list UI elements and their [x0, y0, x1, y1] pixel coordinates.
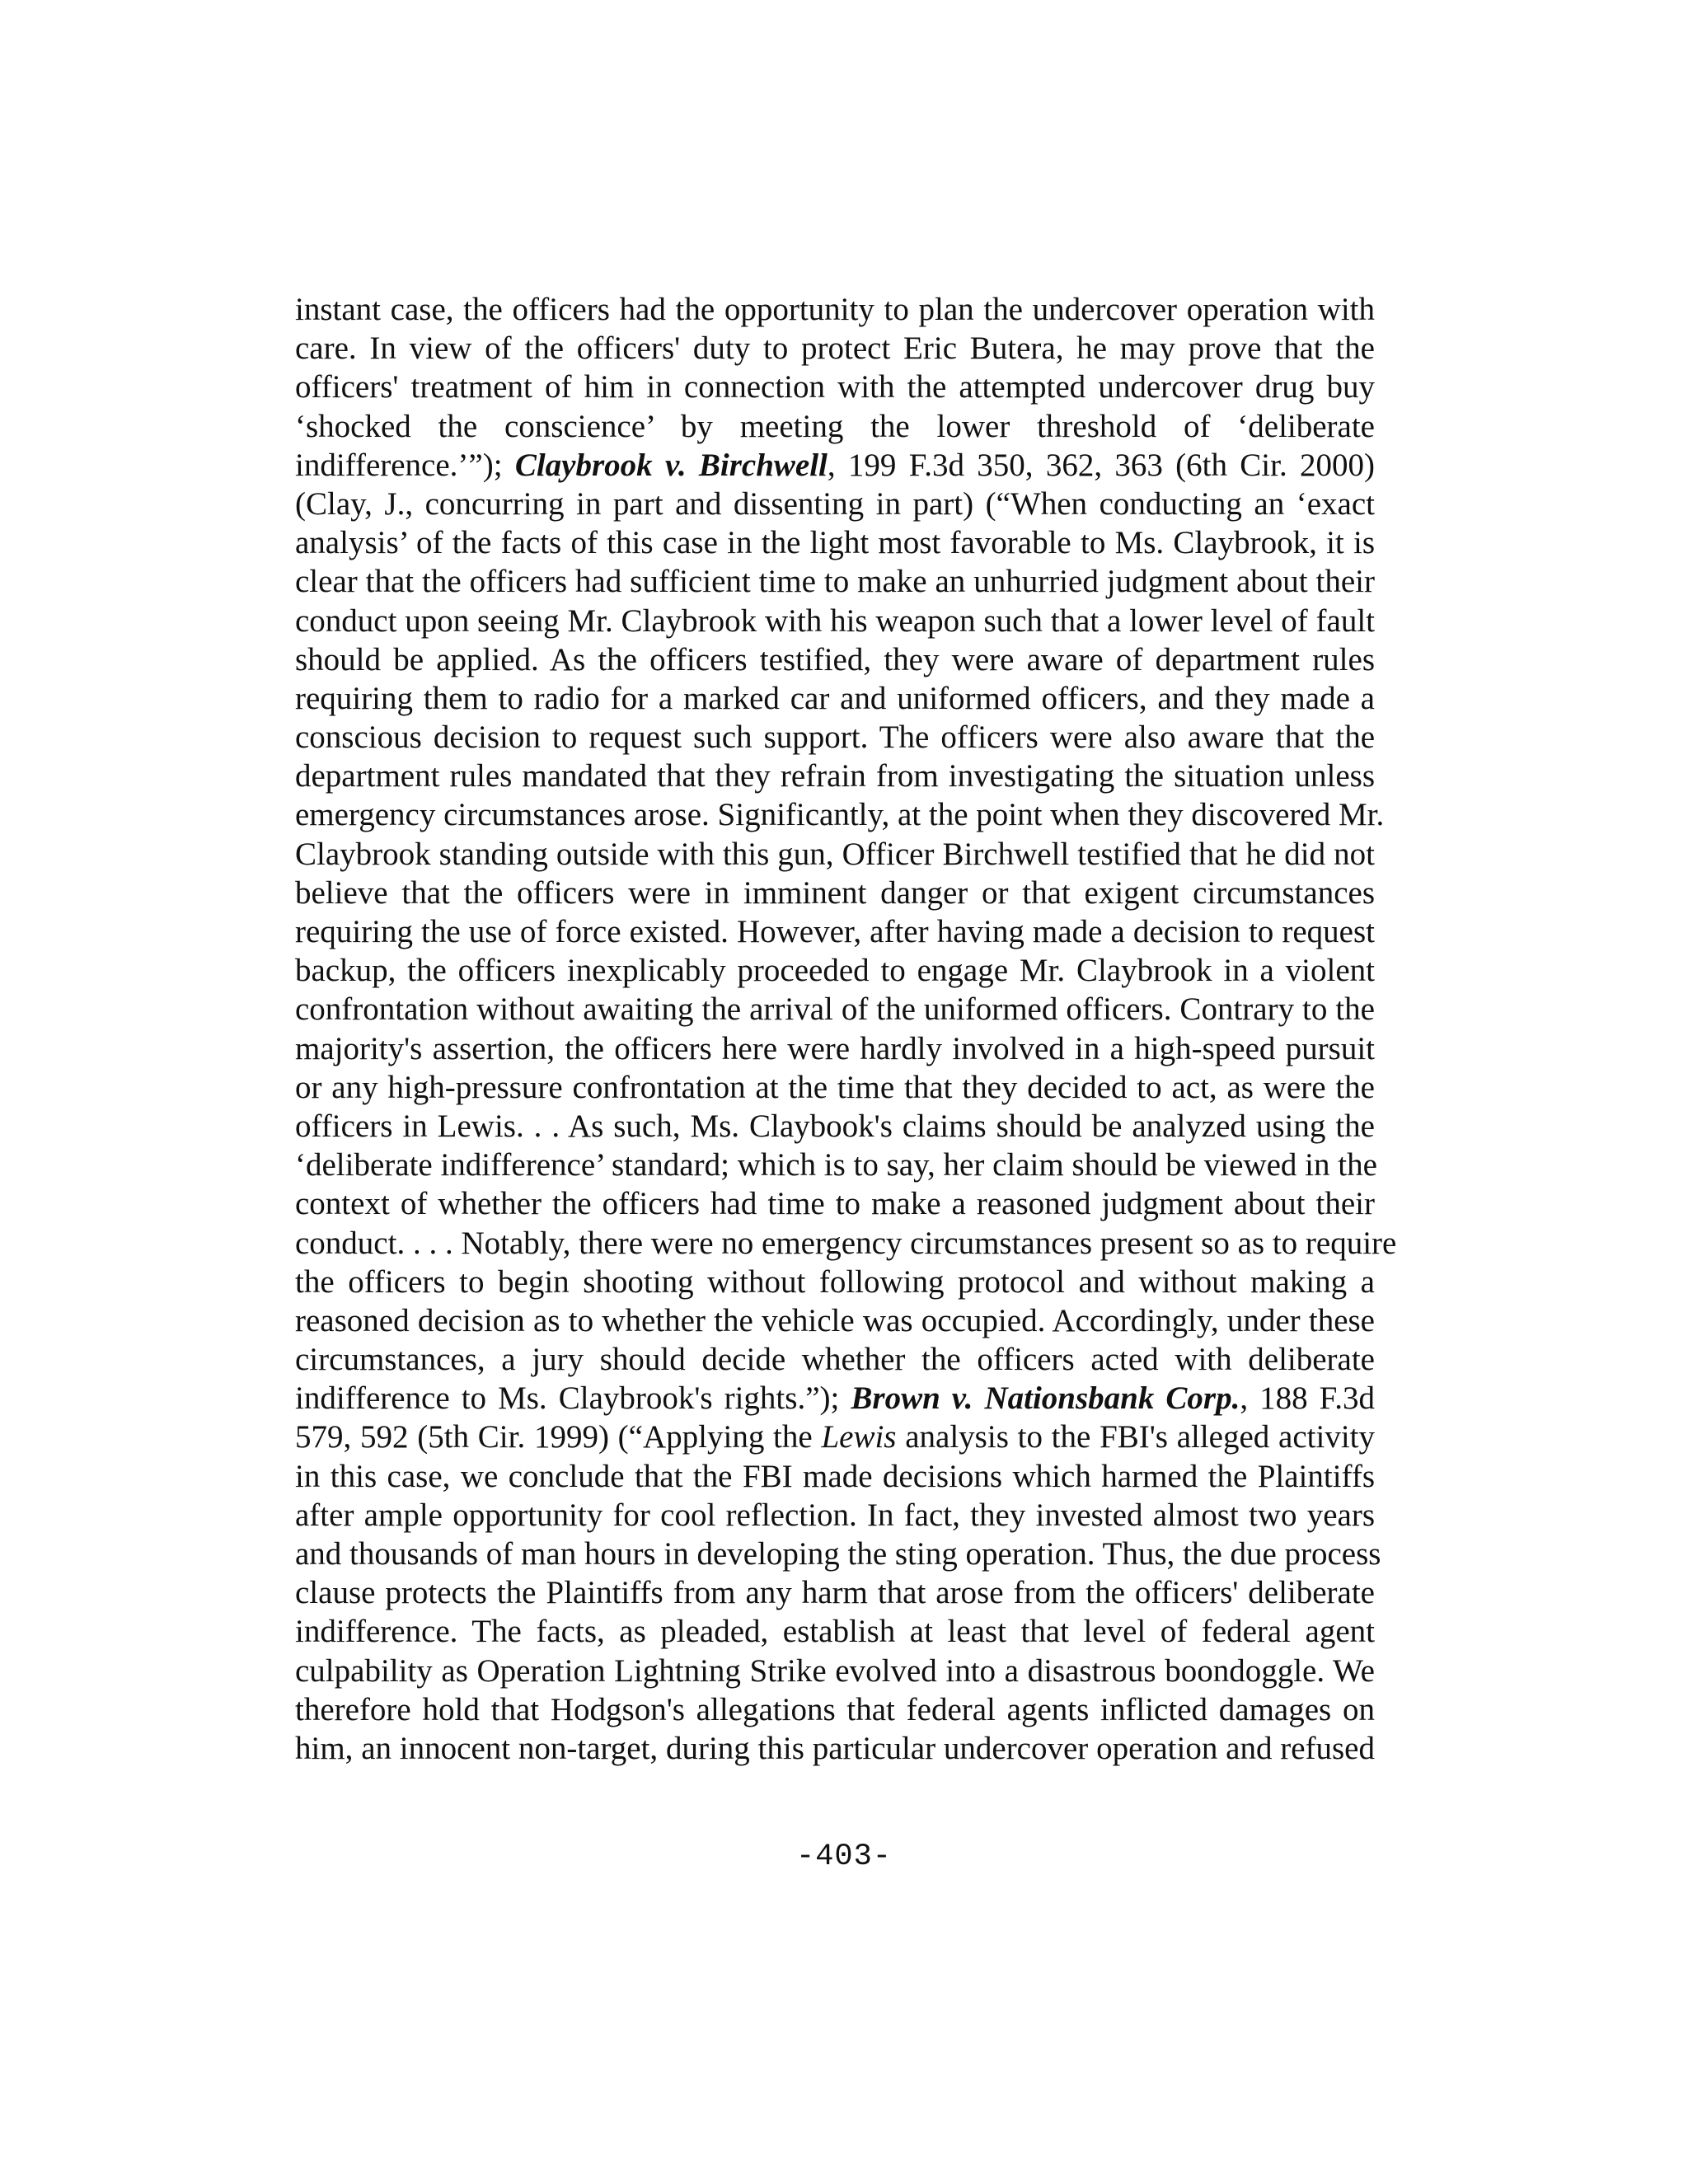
text-line [295, 1379, 1375, 1418]
text-line: clear that the officers had sufficient time to make an unhurried judgment about their [295, 564, 1375, 600]
text-line: therefore hold that Hodgson's allegations that federal agents inflicted damages on [295, 1691, 1375, 1727]
text-line: reasoned decision as to whether the vehicle was occupied. Accordingly, under these [295, 1302, 1375, 1338]
text-line: the officers to begin shooting without following protocol and without making a [295, 1263, 1375, 1300]
text-line: clause protects the Plaintiffs from any harm that arose from the officers' deliberate [295, 1575, 1375, 1611]
line-text: analysis to the FBI's alleged activity [896, 1419, 1375, 1455]
text-line: believe that the officers were in imminent danger or that exigent circumstances [295, 874, 1375, 911]
text-line: conscious decision to request such support. The officers were also aware that the [295, 719, 1375, 756]
text-line: conduct. . . . Notably, there were no emergency circumstances present so as to require [295, 1225, 1397, 1261]
text-line: department rules mandated that they refrain from investigating the situation unless [295, 758, 1375, 794]
text-line: conduct upon seeing Mr. Claybrook with his weapon such that a lower level of fault [295, 602, 1375, 639]
text-line: analysis’ of the facts of this case in the light most favorable to Ms. Claybrook, it is [295, 525, 1375, 561]
line-text: indifference to Ms. Claybrook's rights.”); [295, 1380, 851, 1417]
text-line [295, 1418, 1375, 1456]
text-line: him, an innocent non-target, during this particular undercover operation and refused [295, 1730, 1375, 1766]
text-line: majority's assertion, the officers here were hardly involved in a high-speed pursuit [295, 1030, 1375, 1066]
text-line: care. In view of the officers' duty to protect Eric Butera, he may prove that the [295, 330, 1375, 367]
line-text: , 199 F.3d 350, 362, 363 (6th Cir. 2000) [827, 447, 1375, 483]
text-line: requiring them to radio for a marked car and uniformed officers, and they made a [295, 680, 1375, 716]
case-citation-claybrook: Claybrook v. Birchwell [514, 447, 828, 483]
case-citation-brown: Brown v. Nationsbank Corp. [851, 1380, 1240, 1417]
text-line: ‘shocked the conscience’ by meeting the lower threshold of ‘deliberate [295, 408, 1375, 444]
text-line: emergency circumstances arose. Significantly, at the point when they discovered Mr. [295, 797, 1385, 833]
text-line: requiring the use of force existed. However, after having made a decision to request [295, 914, 1375, 949]
text-line: officers' treatment of him in connection with the attempted undercover drug buy [295, 369, 1375, 405]
text-line: instant case, the officers had the opportunity to plan the undercover operation with [295, 292, 1375, 327]
line-text: indifference.’”); [295, 447, 515, 483]
text-line [295, 446, 1375, 485]
text-line: officers in Lewis. . . As such, Ms. Claybook's claims should be analyzed using the [295, 1108, 1375, 1144]
case-name-lewis: Lewis [821, 1419, 897, 1455]
text-line: indifference. The facts, as pleaded, establish at least that level of federal agent [295, 1614, 1375, 1650]
text-line: confrontation without awaiting the arrival of the uniformed officers. Contrary to the [295, 991, 1375, 1028]
text-line: Claybrook standing outside with this gun, Officer Birchwell testified that he did not [295, 836, 1375, 872]
text-line: should be applied. As the officers testified, they were aware of department rules [295, 641, 1375, 677]
text-line: context of whether the officers had time to make a reasoned judgment about their [295, 1186, 1375, 1222]
text-line: culpability as Operation Lightning Strike evolved into a disastrous boondoggle. We [295, 1652, 1375, 1689]
text-line: or any high-pressure confrontation at the time that they decided to act, as were the [295, 1069, 1375, 1105]
line-text: , 188 F.3d [1240, 1380, 1375, 1417]
text-line: ‘deliberate indifference’ standard; which is to say, her claim should be viewed in the [295, 1147, 1377, 1183]
text-line: (Clay, J., concurring in part and dissenting in part) (“When conducting an ‘exact [295, 485, 1375, 522]
body-text [295, 290, 1397, 1768]
text-line: after ample opportunity for cool reflection. In fact, they invested almost two years [295, 1497, 1375, 1533]
text-line: in this case, we conclude that the FBI made decisions which harmed the Plaintiffs [295, 1458, 1375, 1494]
text-line: backup, the officers inexplicably proceeded to engage Mr. Claybrook in a violent [295, 953, 1375, 989]
page-number: -403- [795, 1840, 893, 1874]
text-line: circumstances, a jury should decide whether the officers acted with deliberate [295, 1342, 1375, 1378]
text-line: and thousands of man hours in developing the sting operation. Thus, the due process [295, 1536, 1381, 1572]
line-text: 579, 592 (5th Cir. 1999) (“Applying the [295, 1419, 822, 1455]
